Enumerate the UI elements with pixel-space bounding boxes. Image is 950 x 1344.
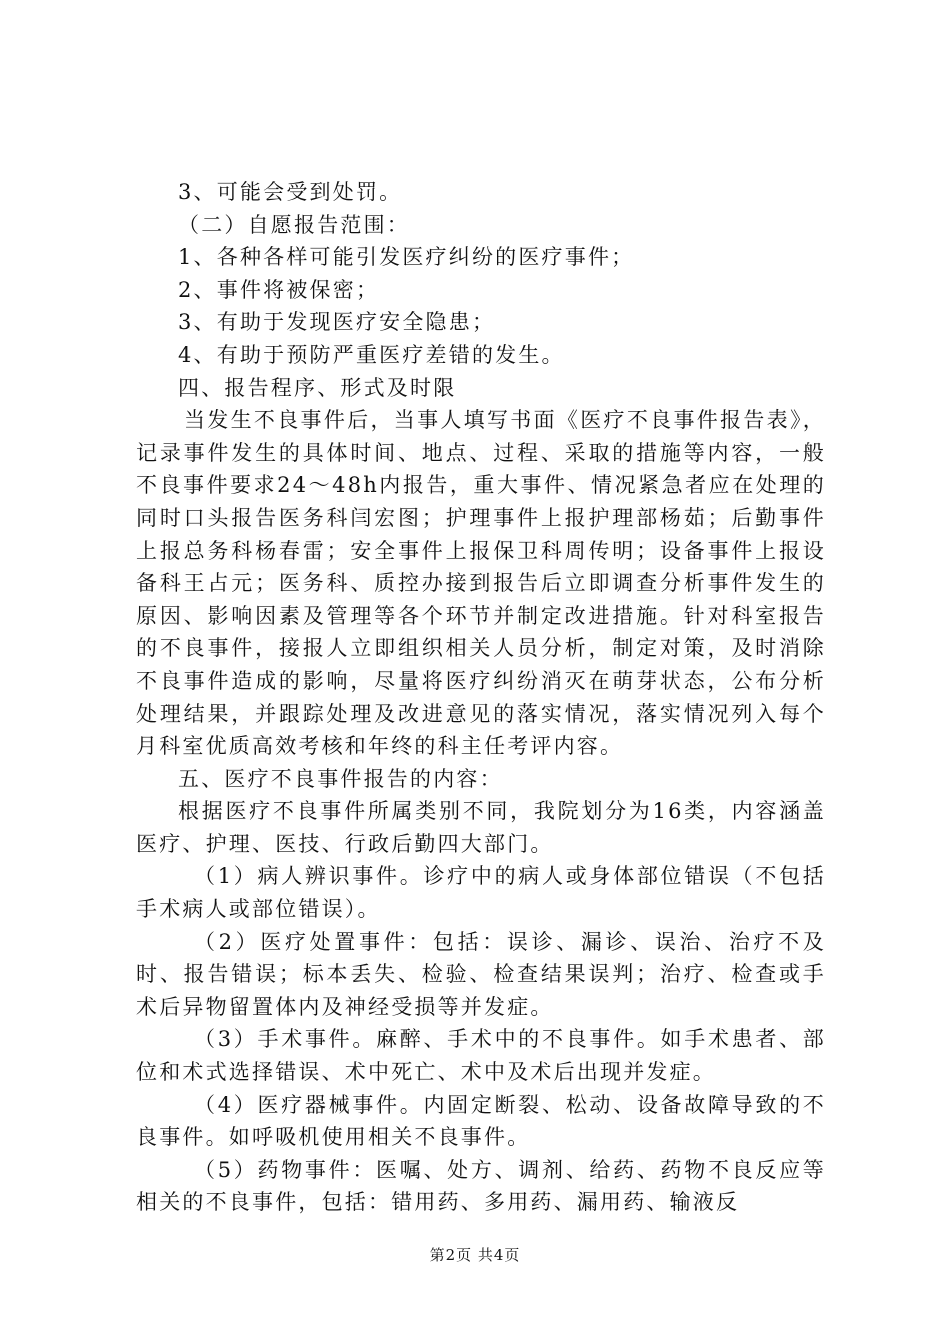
paragraph: 3、有助于发现医疗安全隐患； <box>178 310 496 335</box>
list-item: （1）病人辨识事件。诊疗中的病人或身体部位错误（不包括手术病人或部位错误）。 <box>136 864 826 922</box>
paragraph: 根据医疗不良事件所属类别不同，我院划分为16类，内容涵盖医疗、护理、医技、行政后勤四大部门。 <box>136 799 826 856</box>
document-body <box>136 176 826 1219</box>
list-item: （2）医疗处置事件：包括：误诊、漏诊、误治、治疗不及时、报告错误；标本丢失、检验、检查结果误判；治疗、检查或手术后异物留置体内及神经受损等并发症。 <box>136 929 826 1019</box>
paragraph: 2、事件将被保密； <box>178 277 380 302</box>
paragraph: （二）自愿报告范围： <box>178 212 410 237</box>
list-item: （3）手术事件。麻醉、手术中的不良事件。如手术患者、部位和术式选择错误、术中死亡、术中及术后出现并发症。 <box>136 1027 826 1085</box>
paragraph: 4、有助于预防严重医疗差错的发生。 <box>178 342 565 367</box>
section-heading: 四、报告程序、形式及时限 <box>178 375 457 400</box>
paragraph: 3、可能会受到处罚。 <box>178 180 403 204</box>
list-item: （5）药物事件：医嘱、处方、调剂、给药、药物不良反应等相关的不良事件，包括：错用药、多用药、漏用药、输液反 <box>136 1157 826 1215</box>
section-heading: 五、医疗不良事件报告的内容： <box>178 766 503 791</box>
paragraph: 当发生不良事件后，当事人填写书面《医疗不良事件报告表》，记录事件发生的具体时间、地点、过程、采取的措施等内容，一般不良事件要求24～48h内报告，重大事件、情况紧急者应在处理的同时口头报告医务科闫宏图；护理事件上报护理部杨茹；后勤事件上报总务科杨春雷；安全事件上报保卫科周传明；设备事件上报设备科王占元；医务科、质控办接到报告后立即调查分析事件发生的原因、影响因素及管理等各个环节并制定改进措施。针对科室报告的不良事件，接报人立即组织相关人员分析，制定对策，及时消除不良事件造成的影响，尽量将医疗纠纷消灭在萌芽状态，公布分析处理结果，并跟踪处理及改进意见的落实情况，落实情况列入每个月科室优质高效考核和年终的科主任考评内容。 <box>136 408 826 759</box>
page-number-footer: 第2页 共4页 <box>429 1246 521 1264</box>
list-item: （4）医疗器械事件。内固定断裂、松动、设备故障导致的不良事件。如呼吸机使用相关不良事件。 <box>136 1092 826 1150</box>
paragraph: 1、各种各样可能引发医疗纠纷的医疗事件； <box>178 245 635 270</box>
